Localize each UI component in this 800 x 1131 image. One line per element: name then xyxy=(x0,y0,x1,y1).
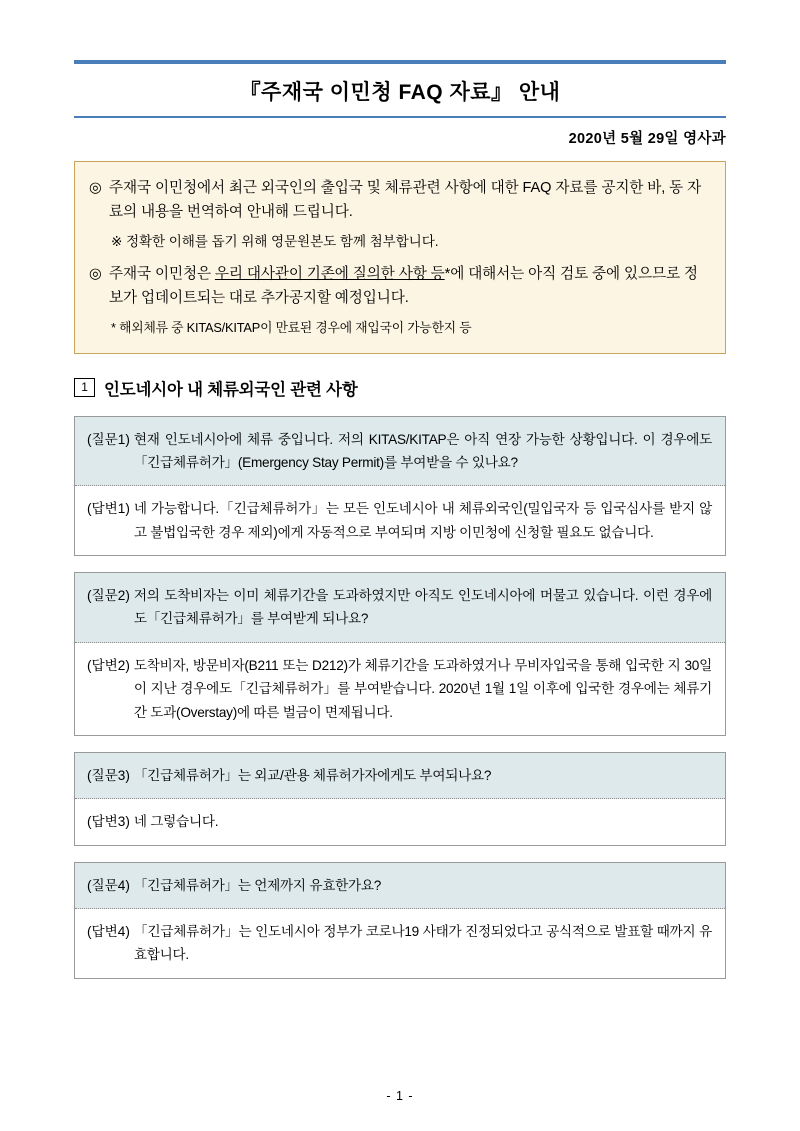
qa-answer-3-label: (답변3) xyxy=(87,814,130,830)
qa-answer-1-text: 네 가능합니다.「긴급체류허가」는 모든 인도네시아 내 체류외국인(밀입국자 등 입국심사를 받지 않고 불법입국한 경우 제외)에게 자동적으로 부여되며 지방 이민청에 신청할 필요도 없습니다. xyxy=(133,501,712,540)
qa-question-1-text: 현재 인도네시아에 체류 중입니다. 저의 KITAS/KITAP은 아직 연장 가능한 상황입니다. 이 경우에도「긴급체류허가」(Emergency Stay Permit)를 부여받을 수 있나요? xyxy=(133,431,712,470)
bullet-circle-icon: ◎ xyxy=(89,180,102,196)
qa-answer-4 xyxy=(75,909,725,978)
qa-answer-4-text: 「긴급체류허가」는 인도네시아 정부가 코로나19 사태가 진정되었다고 공식적으로 발표할 때까지 유효합니다. xyxy=(133,924,712,963)
qa-group-4 xyxy=(74,862,726,979)
section-title: 인도네시아 내 체류외국인 관련 사항 xyxy=(104,380,358,399)
qa-group-1 xyxy=(74,416,726,557)
notice-item-1-text: 주재국 이민청에서 최근 외국인의 출입국 및 체류관련 사항에 대한 FAQ 자료를 공지한 바, 동 자료의 내용을 번역하여 안내해 드립니다. xyxy=(109,180,702,221)
qa-question-2-text: 저의 도착비자는 이미 체류기간을 도과하였지만 아직도 인도네시아에 머물고 있습니다. 이런 경우에도「긴급체류허가」를 부여받게 되나요? xyxy=(133,588,712,627)
qa-answer-2-text: 도착비자, 방문비자(B211 또는 D212)가 체류기간을 도과하였거나 무비자입국을 통해 입국한 지 30일이 지난 경우에도「긴급체류허가」를 부여받습니다. 2020년 1월 1일 이후에 입국한 경우에는 체류기간 도과(Overstay)에 따른 벌금이 면제됩니다. xyxy=(133,657,712,720)
qa-answer-2 xyxy=(75,643,725,735)
qa-question-4-label: (질문4) xyxy=(87,877,130,893)
notice-item-2-pre: 주재국 이민청은 xyxy=(109,265,215,282)
document-date: 2020년 5월 29일 영사과 xyxy=(568,131,726,147)
notice-item-2 xyxy=(89,262,709,310)
notice-subnote: ※ 정확한 이해를 돕기 위해 영문원본도 함께 첨부합니다. xyxy=(111,234,439,250)
qa-group-2 xyxy=(74,572,726,736)
qa-answer-2-label: (답변2) xyxy=(87,657,130,673)
qa-question-3-label: (질문3) xyxy=(87,767,130,783)
qa-question-2-label: (질문2) xyxy=(87,588,130,604)
notice-item-1 xyxy=(89,176,709,224)
qa-question-1 xyxy=(75,417,725,487)
page-number: - 1 - xyxy=(386,1089,414,1103)
qa-answer-1 xyxy=(75,486,725,555)
qa-answer-1-label: (답변1) xyxy=(87,501,130,517)
qa-question-3 xyxy=(75,753,725,799)
qa-question-1-label: (질문1) xyxy=(87,431,130,447)
notice-box xyxy=(74,161,726,354)
notice-item-2-post: *에 대해서는 아직 검토 중에 있으므로 정보가 업데이트되는 대로 추가공지할 예정입니다. xyxy=(109,265,698,306)
qa-question-4-text: 「긴급체류허가」는 언제까지 유효한가요? xyxy=(133,877,382,893)
bullet-circle-icon-2: ◎ xyxy=(89,265,102,282)
qa-question-3-text: 「긴급체류허가」는 외교/관용 체류허가자에게도 부여되나요? xyxy=(133,767,492,783)
page-title: 『주재국 이민청 FAQ 자료』 안내 xyxy=(239,81,561,104)
notice-item-2-underline: 우리 대사관이 기존에 질의한 사항 등 xyxy=(214,265,445,282)
qa-group-3 xyxy=(74,752,726,846)
qa-question-2 xyxy=(75,573,725,643)
qa-question-4 xyxy=(75,863,725,909)
section-heading xyxy=(74,376,726,400)
section-number: 1 xyxy=(74,378,95,397)
qa-answer-3 xyxy=(75,799,725,844)
notice-item-2-text xyxy=(109,262,709,310)
qa-answer-4-label: (답변4) xyxy=(87,924,130,940)
qa-answer-3-text: 네 그렇습니다. xyxy=(133,814,219,830)
notice-footnote: * 해외체류 중 KITAS/KITAP이 만료된 경우에 재입국이 가능한지 등 xyxy=(111,320,472,336)
